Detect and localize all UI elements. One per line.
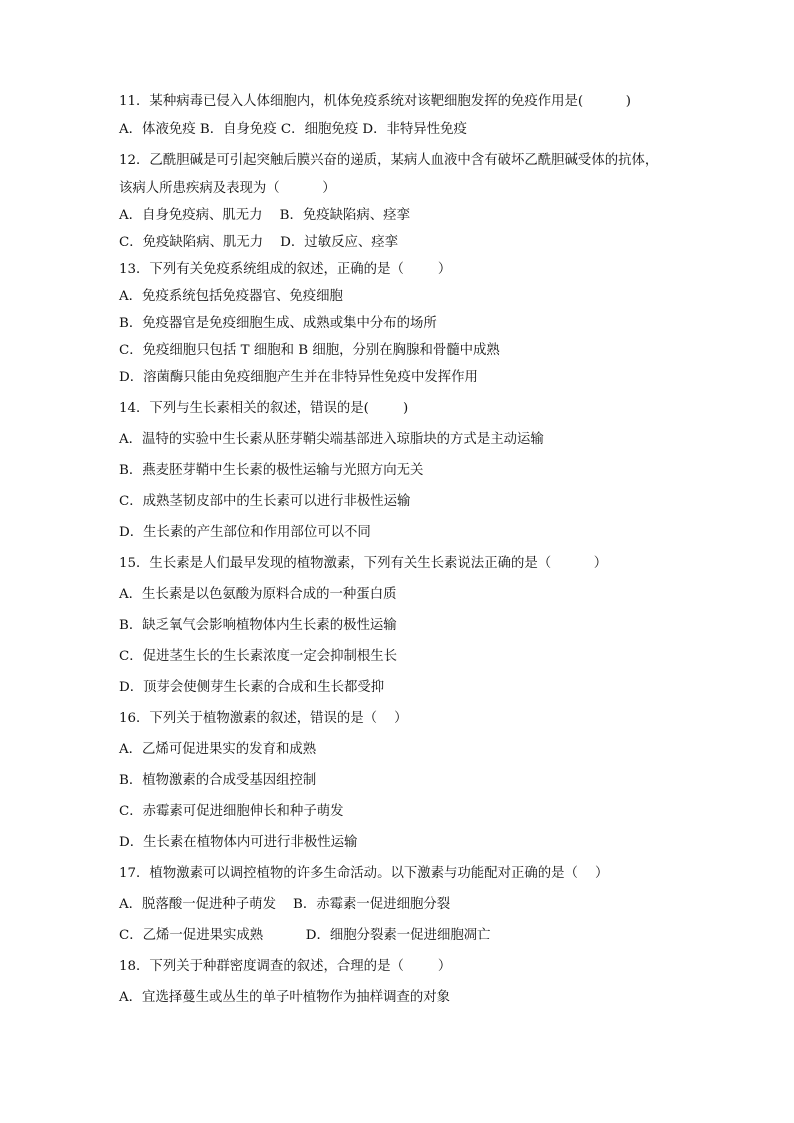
question-15-option-d: D．顶芽会使侧芽生长素的合成和生长都受抑: [119, 680, 385, 695]
question-17-stem: 17．植物激素可以调控植物的许多生命活动。以下激素与功能配对正确的是（ ）: [119, 866, 609, 881]
question-16-option-b: B．植物激素的合成受基因组控制: [119, 773, 317, 788]
question-16-stem: 16．下列关于植物激素的叙述，错误的是（ ）: [119, 711, 408, 726]
question-11-options: A．体液免疫 B．自身免疫 C．细胞免疫 D．非特异性免疫: [119, 122, 467, 137]
question-14-stem: 14．下列与生长素相关的叙述，错误的是( ): [119, 401, 409, 416]
question-13-option-b: B．免疫器官是免疫细胞生成、成熟或集中分布的场所: [119, 316, 437, 331]
question-16-option-d: D．生长素在植物体内可进行非极性运输: [119, 835, 358, 850]
question-12-options-ab: A．自身免疫病、肌无力 B．免疫缺陷病、痉挛: [119, 208, 410, 223]
question-15-stem: 15．生长素是人们最早发现的植物激素，下列有关生长素说法正确的是（ ）: [119, 556, 608, 571]
question-12-stem: 12．乙酰胆碱是可引起突触后膜兴奋的递质，某病人血液中含有破坏乙酰胆碱受体的抗体，: [119, 153, 659, 168]
question-11-stem: 11．某种病毒已侵入人体细胞内，机体免疫系统对该靶细胞发挥的免疫作用是( ): [119, 94, 631, 109]
question-14-option-a: A．温特的实验中生长素从胚芽鞘尖端基部进入琼脂块的方式是主动运输: [119, 432, 544, 447]
question-14-option-d: D．生长素的产生部位和作用部位可以不同: [119, 525, 371, 540]
question-13-option-a: A．免疫系统包括免疫器官、免疫细胞: [119, 289, 343, 304]
question-15-option-c: C．促进茎生长的生长素浓度一定会抑制根生长: [119, 649, 398, 664]
question-16-option-a: A．乙烯可促进果实的发育和成熟: [119, 742, 317, 757]
question-12-stem-cont: 该病人所患疾病及表现为（ ）: [119, 181, 336, 196]
question-18-option-a: A．宜选择蔓生或丛生的单子叶植物作为抽样调查的对象: [119, 990, 451, 1005]
question-13-option-c: C．免疫细胞只包括 T 细胞和 B 细胞，分别在胸腺和骨髓中成熟: [119, 343, 500, 358]
question-14-option-c: C．成熟茎韧皮部中的生长素可以进行非极性运输: [119, 494, 411, 509]
question-14-option-b: B．燕麦胚芽鞘中生长素的极性运输与光照方向无关: [119, 463, 424, 478]
question-17-options-ab: A．脱落酸一促进种子萌发 B．赤霉素一促进细胞分裂: [119, 897, 451, 912]
question-13-stem: 13．下列有关免疫系统组成的叙述，正确的是（ ）: [119, 262, 452, 277]
question-15-option-a: A．生长素是以色氨酸为原料合成的一种蛋白质: [119, 587, 397, 602]
question-17-options-cd: C．乙烯一促进果实成熟 D．细胞分裂素一促进细胞凋亡: [119, 928, 491, 943]
question-page: [119, 92, 679, 1007]
question-18-stem: 18．下列关于种群密度调查的叙述，合理的是（ ）: [119, 959, 452, 974]
question-15-option-b: B．缺乏氧气会影响植物体内生长素的极性运输: [119, 618, 397, 633]
question-16-option-c: C．赤霉素可促进细胞伸长和种子萌发: [119, 804, 344, 819]
question-13-option-d: D．溶菌酶只能由免疫细胞产生并在非特异性免疫中发挥作用: [119, 370, 478, 385]
question-12-options-cd: C．免疫缺陷病、肌无力 D．过敏反应、痉挛: [119, 235, 399, 250]
